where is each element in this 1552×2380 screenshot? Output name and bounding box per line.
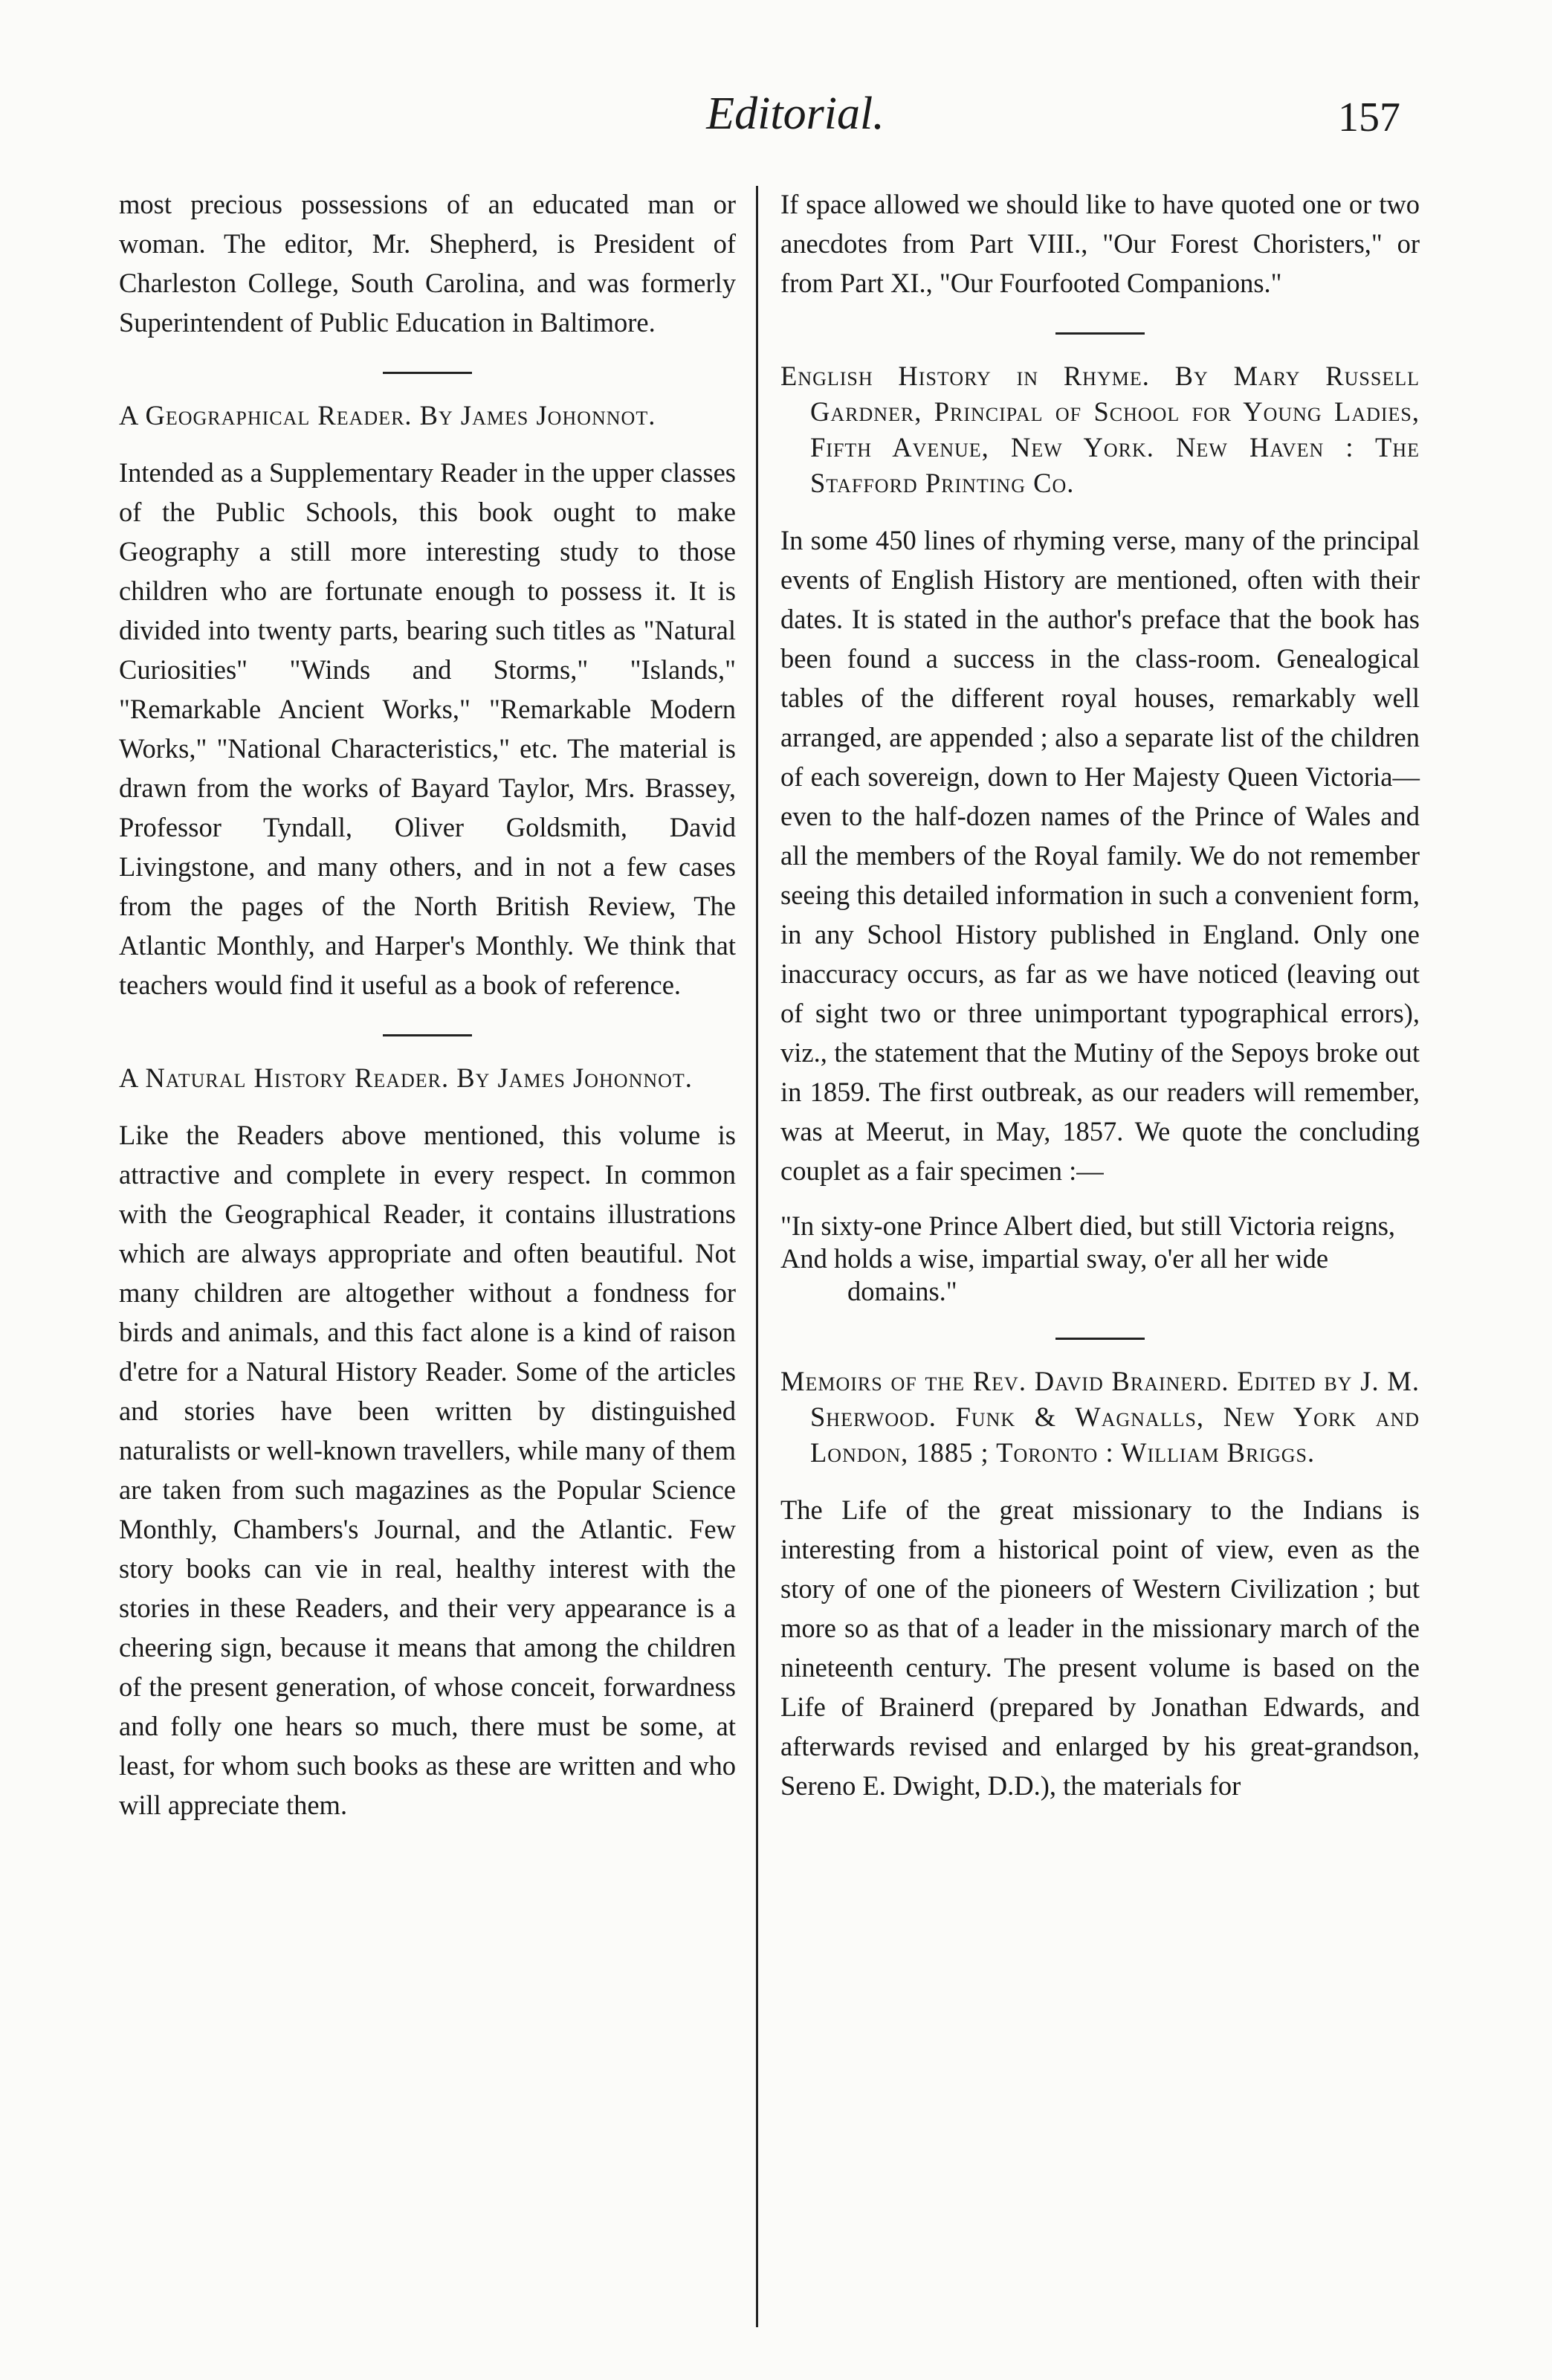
- review-heading-natural-history-reader: A Natural History Reader. By James Johonnot.: [119, 1062, 693, 1093]
- left-column: [119, 184, 736, 1825]
- section-separator: [383, 372, 472, 374]
- couplet-line-2: And holds a wise, impartial sway, o'er all her wide domains.": [780, 1243, 1329, 1306]
- column-divider: [756, 186, 758, 2327]
- running-head: Editorial.: [706, 88, 885, 139]
- review-body-english-history: In some 450 lines of rhyming verse, many of the principal events of English History are mentioned, often with their dates. It is stated in the author's preface that the book has been found a success in the class-room. Genealogical tables of the different royal houses, remarkably well arranged, are appended ; also a separate list of the children of each sovereign, down to Her Majesty Queen Victoria—even to the half-dozen names of the Prince of Wales and all the members of the Royal family. We do not remember seeing this detailed information in such a convenient form, in any School History published in England. Only one inaccuracy occurs, as far as we have noticed (leaving out of sight two or three unimportant typographical errors), viz., the statement that the Mutiny of the Sepoys broke out in 1859. The first outbreak, as our readers will remember, was at Meerut, in May, 1857. We quote the concluding couplet as a fair specimen :—: [780, 525, 1420, 1186]
- section-separator: [1055, 332, 1145, 335]
- paragraph-continued: most precious possessions of an educated man or woman. The editor, Mr. Shepherd, is President of Charleston College, South Carolina, and was formerly Superintendent of Public Education in Baltimore.: [119, 189, 736, 338]
- section-separator: [1055, 1338, 1145, 1340]
- section-separator: [383, 1034, 472, 1036]
- review-heading-english-history: English History in Rhyme. By Mary Russell Gardner, Principal of School for Young Ladies, Fifth Avenue, New York. New Haven : The Stafford Printing Co.: [780, 361, 1420, 498]
- right-column: [780, 184, 1420, 1805]
- quoted-couplet: [780, 1210, 1420, 1308]
- review-heading-geographical-reader: A Geographical Reader. By James Johonnot.: [119, 400, 656, 430]
- couplet-line-1: "In sixty-one Prince Albert died, but still Victoria reigns,: [780, 1210, 1396, 1241]
- paragraph-continued: If space allowed we should like to have quoted one or two anecdotes from Part VIII., "Our Forest Choristers," or from Part XI., "Our Fourfooted Companions.": [780, 189, 1420, 298]
- review-heading-brainerd-memoirs: Memoirs of the Rev. David Brainerd. Edited by J. M. Sherwood. Funk & Wagnalls, New York and London, 1885 ; Toronto : William Briggs.: [780, 1366, 1420, 1468]
- page-number: 157: [1338, 94, 1400, 141]
- review-body-geographical-reader: Intended as a Supplementary Reader in the upper classes of the Public Schools, this book ought to make Geography a still more interesting study to those children who are fortunate enough to possess it. It is divided into twenty parts, bearing such titles as "Natural Curiosities" "Winds and Storms," "Islands," "Remarkable Ancient Works," "Remarkable Modern Works," "National Characteristics," etc. The material is drawn from the works of Bayard Taylor, Mrs. Brassey, Professor Tyndall, Oliver Goldsmith, David Livingstone, and many others, and in not a few cases from the pages of the North British Review, The Atlantic Monthly, and Harper's Monthly. We think that teachers would find it useful as a book of reference.: [119, 457, 736, 1000]
- review-body-natural-history-reader: Like the Readers above mentioned, this volume is attractive and complete in every respect. In common with the Geographical Reader, it contains illustrations which are always appropriate and often beautiful. Not many children are altogether without a fondness for birds and animals, and this fact alone is a kind of raison d'etre for a Natural History Reader. Some of the articles and stories have been written by distinguished naturalists or well-known travellers, while many of them are taken from such magazines as the Popular Science Monthly, Chambers's Journal, and the Atlantic. Few story books can vie in real, healthy interest with the stories in these Readers, and their very appearance is a cheering sign, because it means that among the children of the present generation, of whose conceit, forwardness and folly one hears so much, there must be some, at least, for whom such books as these are written and who will appreciate them.: [119, 1120, 736, 1820]
- review-body-brainerd-memoirs: The Life of the great missionary to the Indians is interesting from a historical point of view, even as the story of one of the pioneers of Western Civilization ; but more so as that of a leader in the missionary march of the nineteenth century. The present volume is based on the Life of Brainerd (prepared by Jonathan Edwards, and afterwards revised and enlarged by his great-grandson, Sereno E. Dwight, D.D.), the materials for: [780, 1494, 1420, 1801]
